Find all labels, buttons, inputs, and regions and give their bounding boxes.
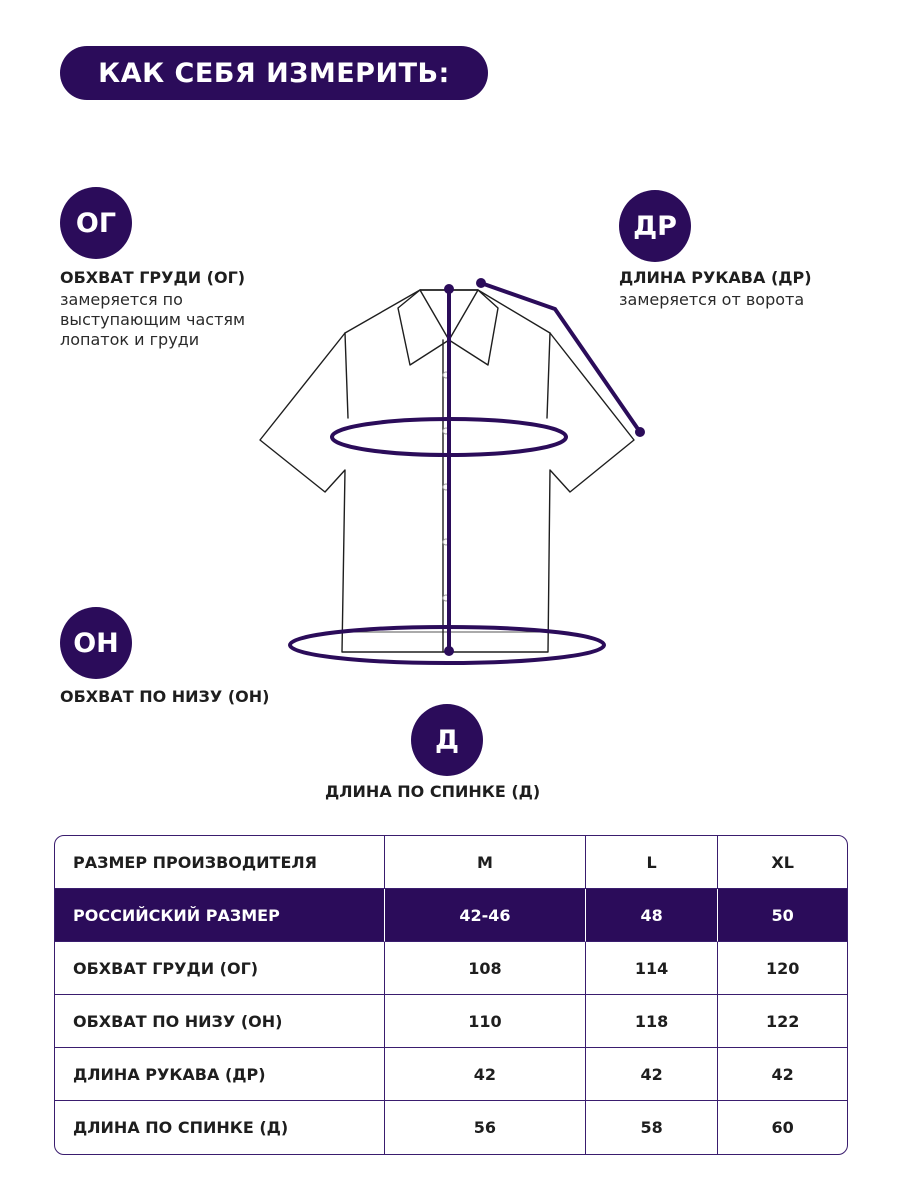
row-label: ОБХВАТ ГРУДИ (ОГ): [55, 942, 385, 995]
on-badge: ОН: [60, 607, 132, 679]
row-label: ДЛИНА РУКАВА (ДР): [55, 1048, 385, 1101]
row-label: ДЛИНА ПО СПИНКЕ (Д): [55, 1101, 385, 1154]
table-row-chest: [55, 942, 847, 995]
table-cell: 122: [718, 995, 847, 1048]
og-desc-line: замеряется по: [60, 290, 183, 309]
left-sleeve-seam: [345, 333, 348, 418]
og-desc-line: выступающим частям: [60, 310, 246, 329]
dr-badge: ДР: [619, 190, 691, 262]
table-header-cell: M: [385, 836, 586, 889]
table-row-russian-size: [55, 889, 847, 942]
table-cell: 120: [718, 942, 847, 995]
sleeve-end-dot: [635, 427, 645, 437]
size-chart-table: [54, 835, 848, 1155]
page-title: КАК СЕБЯ ИЗМЕРИТЬ:: [60, 46, 488, 100]
table-cell: 114: [586, 942, 718, 995]
table-row-sleeve: [55, 1048, 847, 1101]
table-cell: 108: [385, 942, 586, 995]
d-title: ДЛИНА ПО СПИНКЕ (Д): [325, 782, 541, 801]
table-cell: 60: [771, 1118, 794, 1137]
og-desc-line: лопаток и груди: [60, 330, 200, 349]
table-header-row: [55, 836, 847, 889]
table-header-cell: L: [586, 836, 718, 889]
table-header-cell: XL: [718, 836, 847, 889]
row-label: ОБХВАТ ПО НИЗУ (ОН): [55, 995, 385, 1048]
table-row-hem: [55, 995, 847, 1048]
table-cell: 118: [586, 995, 718, 1048]
table-cell: 42: [718, 1048, 847, 1101]
dr-title: ДЛИНА РУКАВА (ДР): [619, 268, 812, 287]
table-cell: 42: [385, 1048, 586, 1101]
table-cell: 42-46: [385, 889, 586, 942]
on-title: ОБХВАТ ПО НИЗУ (ОН): [60, 687, 270, 706]
table-cell: 50: [718, 889, 847, 942]
table-row-back-length: [55, 1101, 847, 1154]
table-cell: 42: [586, 1048, 718, 1101]
back-length-top-dot: [444, 284, 454, 294]
table-header-label: РАЗМЕР ПРОИЗВОДИТЕЛЯ: [55, 836, 385, 889]
og-title: ОБХВАТ ГРУДИ (ОГ): [60, 268, 246, 287]
measurement-endpoints: [444, 278, 645, 656]
back-length-bottom-dot: [444, 646, 454, 656]
table-cell: 58: [586, 1101, 718, 1154]
dr-desc-line: замеряется от ворота: [619, 290, 805, 309]
row-label: РОССИЙСКИЙ РАЗМЕР: [55, 889, 385, 942]
sleeve-start-dot: [476, 278, 486, 288]
table-cell: 48: [586, 889, 718, 942]
table-cell: 110: [385, 995, 586, 1048]
table-cell: 56: [385, 1101, 586, 1154]
right-sleeve-seam: [547, 333, 550, 418]
og-badge: ОГ: [60, 187, 132, 259]
d-badge: Д: [411, 704, 483, 776]
